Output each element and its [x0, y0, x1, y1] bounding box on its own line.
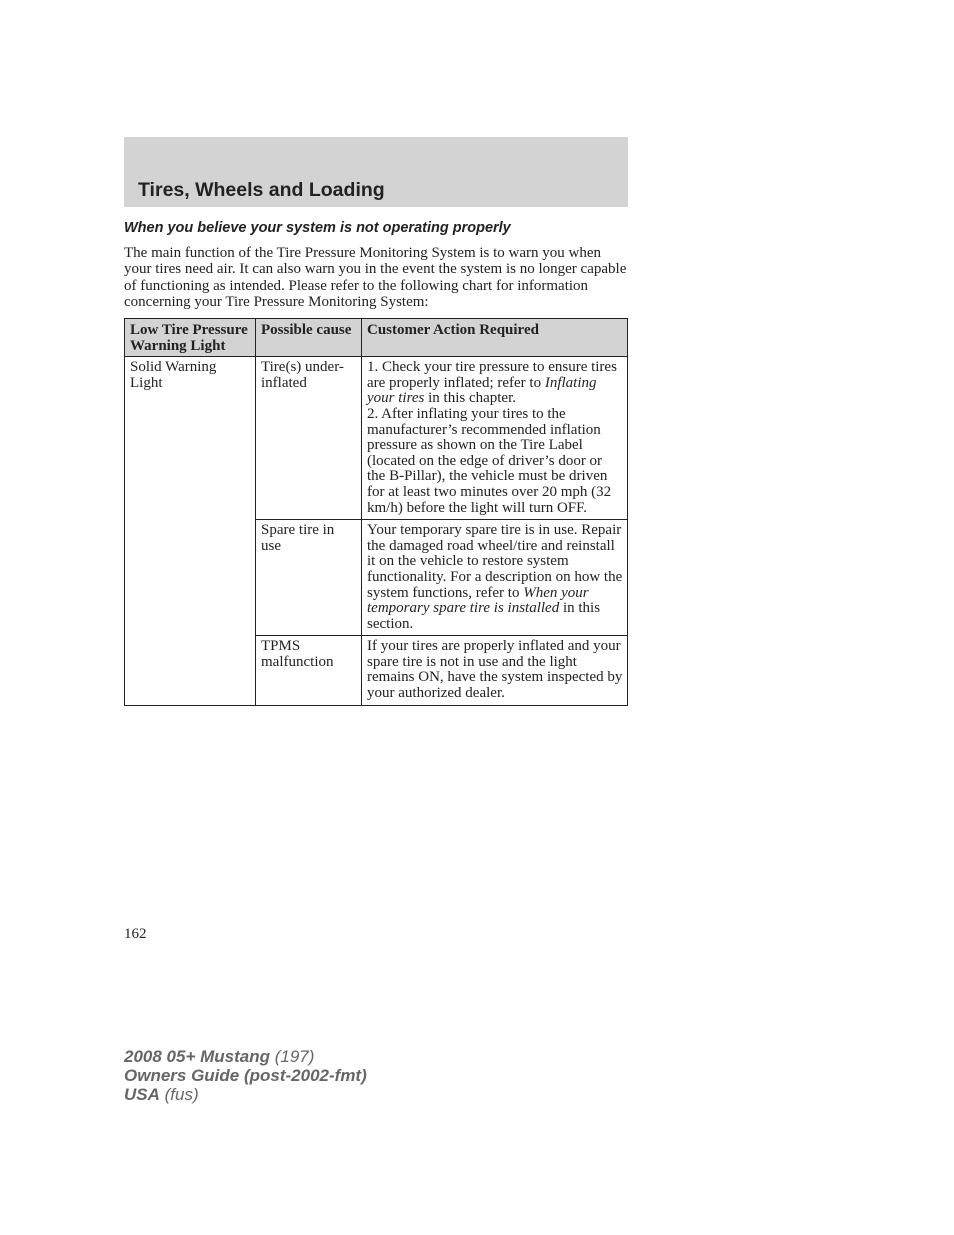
footer-model: 2008 05+ Mustang	[124, 1047, 270, 1066]
footer-market-code: (fus)	[164, 1085, 199, 1104]
document-footer	[124, 1047, 367, 1104]
action-cell	[362, 357, 628, 520]
cause-cell: Spare tire in use	[256, 520, 362, 636]
footer-model-code: (197)	[274, 1047, 315, 1066]
header-possible-cause: Possible cause	[256, 319, 362, 357]
footer-guide: Owners Guide (post-2002-fmt)	[124, 1066, 367, 1085]
action-text: in this section.	[367, 600, 601, 632]
action-reference: When your temporary spare tire is installed	[367, 584, 589, 617]
table-header-row	[125, 319, 628, 357]
footer-line	[124, 1066, 367, 1085]
header-warning-light: Low Tire Pressure Warning Light	[125, 319, 256, 357]
action-cell: If your tires are properly inflated and your spare tire is not in use and the light remains ON, have the system inspected by your authorized dealer.	[362, 636, 628, 705]
chapter-title: Tires, Wheels and Loading	[138, 179, 385, 201]
action-reference: Inflating your tires	[367, 374, 597, 407]
footer-line	[124, 1085, 367, 1104]
intro-paragraph: The main function of the Tire Pressure Monitoring System is to warn you when your tires need air. It can also warn you in the event the system is no longer capable of functioning as intended. Please refer to the following chart for information concerning your Tire Pressure Monitoring System:	[124, 245, 627, 310]
action-cell	[362, 520, 628, 636]
action-text: 2. After inflating your tires to the manufacturer’s recommended inflation pressure as shown on the Tire Label (located on the edge of driver’s door or the B-Pillar), the vehicle must be driven for at least two minutes over 20 mph (32 km/h) before the light will turn OFF.	[367, 405, 612, 516]
footer-line	[124, 1047, 367, 1066]
warning-light-cell: Solid Warning Light	[125, 357, 256, 705]
chapter-header-band	[124, 137, 628, 207]
cause-cell: Tire(s) under-inflated	[256, 357, 362, 520]
action-text: in this chapter.	[428, 390, 517, 407]
section-subheading: When you believe your system is not operating properly	[124, 220, 511, 236]
table-row	[125, 357, 628, 520]
tpms-chart-table	[124, 318, 628, 706]
action-text: Your temporary spare tire is in use. Repair the damaged road wheel/tire and reinstall it on the vehicle to restore system functionality. For a description on how the system functions, refer to	[367, 522, 623, 601]
header-customer-action: Customer Action Required	[362, 319, 628, 357]
cause-cell: TPMS malfunction	[256, 636, 362, 705]
page-number: 162	[124, 926, 147, 942]
footer-market: USA	[124, 1085, 160, 1104]
action-text: 1. Check your tire pressure to ensure tires are properly inflated; refer to	[367, 359, 617, 391]
